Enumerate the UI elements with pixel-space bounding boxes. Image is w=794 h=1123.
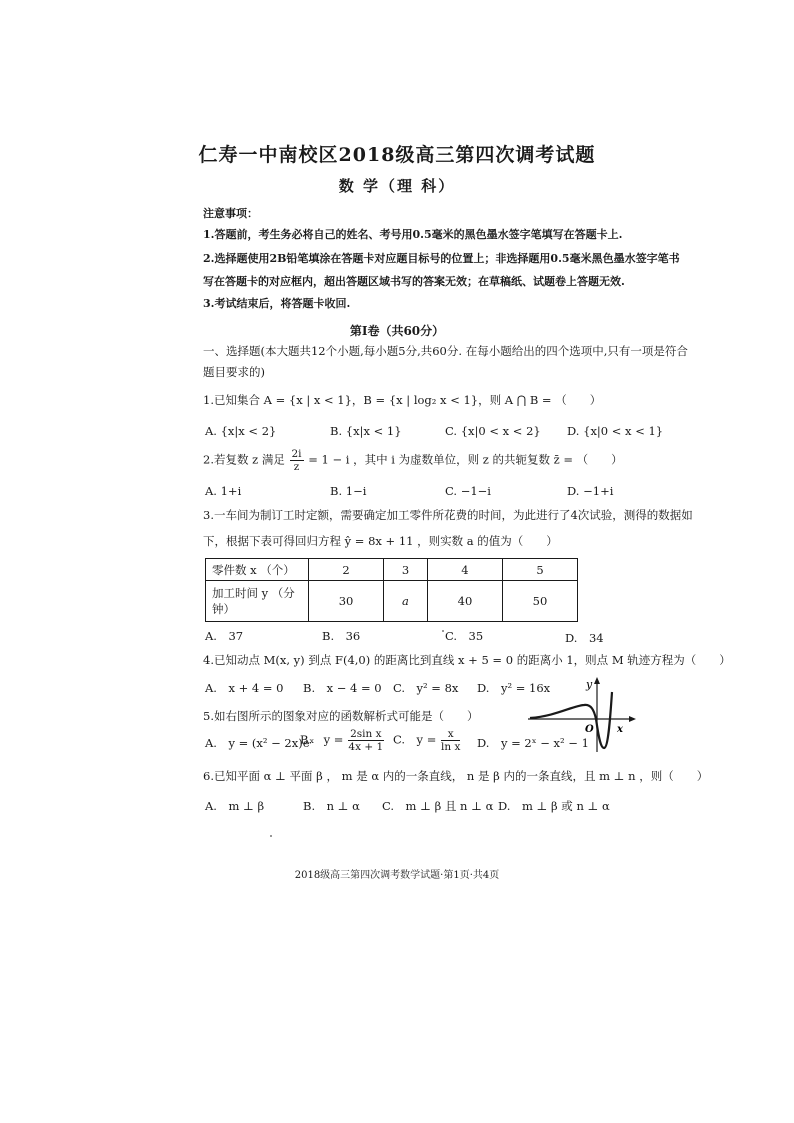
q1-option-c: C. {x|0 < x < 2} bbox=[445, 424, 541, 438]
note-3: 3.考试结束后，将答题卡收回. bbox=[203, 297, 351, 310]
table-cell: 40 bbox=[427, 581, 502, 622]
q2-stem-pre: 2.若复数 z 满足 bbox=[203, 452, 285, 467]
exam-title: 仁寿一中南校区2018级高三第四次调考试题 bbox=[198, 144, 596, 166]
note-1: 1.答题前，考生务必将自己的姓名、考号用0.5毫米的黑色墨水签字笔填写在答题卡上. bbox=[203, 228, 623, 241]
q2-frac-den: z bbox=[293, 461, 300, 473]
q6-option-b: B. n ⊥ α bbox=[303, 799, 360, 813]
notes-heading: 注意事项： bbox=[203, 207, 258, 220]
q4-option-b: B. x − 4 = 0 bbox=[303, 681, 382, 695]
frac-num: x bbox=[441, 728, 460, 741]
exam-subtitle: 数 学（理 科） bbox=[338, 177, 456, 195]
note-2b: 写在答题卡的对应框内，超出答题区域书写的答案无效；在草稿纸、试题卷上答题无效. bbox=[203, 275, 625, 288]
q6-stem: 6.已知平面 α ⊥ 平面 β ， m 是 α 内的一条直线， n 是 β 内的一条直线，且 m ⊥ n ，则（ ） bbox=[203, 769, 709, 783]
q6-option-a: A. m ⊥ β bbox=[205, 799, 265, 813]
q3-data-table bbox=[205, 558, 578, 622]
q2-option-a: A. 1+i bbox=[205, 484, 242, 498]
table-cell: 3 bbox=[384, 559, 428, 581]
q3-line1: 3.一车间为制订工时定额，需要确定加工零件所花费的时间，为此进行了4次试验，测得的数据如 bbox=[203, 508, 693, 522]
q3-option-b: B. 36 bbox=[322, 629, 361, 643]
table-row bbox=[206, 559, 578, 581]
q5-stem: 5.如右图所示的图象对应的函数解析式可能是（ ） bbox=[203, 709, 479, 723]
q2-frac-num: 2i bbox=[291, 448, 302, 460]
q2-option-d: D. −1+i bbox=[567, 484, 614, 498]
q5-option-c-pre: C. y = bbox=[393, 732, 437, 747]
q3-line2: 下，根据下表可得回归方程 ŷ = 8x + 11 ，则实数 a 的值为（ ） bbox=[203, 534, 558, 548]
graph-x-label: x bbox=[617, 724, 623, 735]
frac-den: ln x bbox=[441, 741, 461, 753]
table-cell: a bbox=[384, 581, 428, 622]
part-intro-line1: 一、选择题(本大题共12个小题,每小题5分,共60分. 在每小题给出的四个选项中,只有一项是符合 bbox=[203, 344, 688, 358]
q2-option-b: B. 1−i bbox=[330, 484, 367, 498]
q2-stem-post: = 1 − i ，其中 i 为虚数单位，则 z 的共轭复数 z̄ = （ ） bbox=[308, 452, 623, 467]
q5-option-a: A. y = (x² − 2x)eˣ bbox=[205, 736, 315, 750]
table-row bbox=[206, 581, 578, 622]
q2-fraction bbox=[290, 448, 304, 473]
table-row-label: 加工时间 y （分钟） bbox=[206, 581, 309, 622]
page-footer: 2018级高三第四次调考数学试题·第1页·共4页 bbox=[294, 870, 500, 881]
q4-option-d: D. y² = 16x bbox=[477, 681, 551, 695]
q1-option-d: D. {x|0 < x < 1} bbox=[567, 424, 664, 438]
q5-option-d: D. y = 2ˣ − x² − 1 bbox=[477, 736, 589, 750]
q6-option-c: C. m ⊥ β 且 n ⊥ α bbox=[382, 799, 494, 813]
q5-function-graph bbox=[528, 672, 640, 754]
scan-speck bbox=[270, 835, 272, 837]
table-row-label: 零件数 x （个） bbox=[206, 559, 309, 581]
scan-speck bbox=[442, 630, 444, 632]
q2-stem bbox=[203, 448, 623, 473]
graph-origin-label: O bbox=[585, 724, 594, 735]
y-axis-arrow-icon bbox=[594, 677, 600, 684]
graph-y-label: y bbox=[586, 678, 593, 691]
q1-option-a: A. {x|x < 2} bbox=[205, 424, 277, 438]
q4-stem: 4.已知动点 M(x, y) 到点 F(4,0) 的距离比到直线 x + 5 = 0 的距离小 1，则点 M 轨迹方程为（ ） bbox=[203, 653, 731, 667]
q5-option-c-fraction bbox=[441, 728, 460, 753]
q1-stem: 1.已知集合 A = {x | x < 1}，B = {x | log₂ x < 1}，则 A ⋂ B = （ ） bbox=[203, 393, 602, 407]
q5-option-b-pre: B. y = bbox=[300, 732, 344, 747]
q3-option-d: D. 34 bbox=[565, 631, 604, 645]
table-cell: 50 bbox=[502, 581, 577, 622]
note-2a: 2.选择题使用2B铅笔填涂在答题卡对应题目标号的位置上；非选择题用0.5毫米黑色墨水签字笔书 bbox=[203, 252, 680, 265]
x-axis-arrow-icon bbox=[629, 716, 636, 722]
q4-option-a: A. x + 4 = 0 bbox=[205, 681, 284, 695]
table-cell: 5 bbox=[502, 559, 577, 581]
part-intro-line2: 题目要求的) bbox=[203, 365, 265, 379]
table-cell: 30 bbox=[309, 581, 384, 622]
q2-option-c: C. −1−i bbox=[445, 484, 491, 498]
q4-option-c: C. y² = 8x bbox=[393, 681, 459, 695]
q3-option-a: A. 37 bbox=[205, 629, 244, 643]
table-cell: 4 bbox=[427, 559, 502, 581]
q3-option-c: C. 35 bbox=[445, 629, 484, 643]
function-curve bbox=[530, 692, 612, 748]
q5-option-b-fraction bbox=[348, 728, 383, 753]
frac-num: 2sin x bbox=[350, 728, 382, 740]
frac-den: 4x + 1 bbox=[348, 741, 384, 753]
q5-option-c bbox=[393, 728, 461, 753]
q5-option-b bbox=[300, 728, 385, 753]
table-cell: 2 bbox=[309, 559, 384, 581]
q1-option-b: B. {x|x < 1} bbox=[330, 424, 402, 438]
section-title: 第Ⅰ卷（共60分） bbox=[349, 324, 445, 338]
q6-option-d: D. m ⊥ β 或 n ⊥ α bbox=[498, 799, 610, 813]
